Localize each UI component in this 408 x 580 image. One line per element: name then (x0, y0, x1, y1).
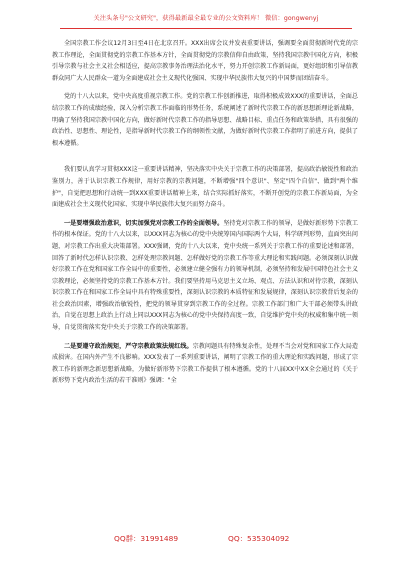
page-footer (0, 533, 408, 549)
paragraph-5 (52, 341, 358, 387)
paragraph-lead-heading: 二是要遵守政治规矩，严守宗教政策法规红线。 (64, 342, 193, 350)
paragraph-3 (52, 164, 358, 210)
header-promo-text: 关注头条号"公文研究"，获得最新最全最专业的公文资料库！ 微信：gongwenyj (93, 15, 319, 22)
paragraph-text: 全国宗教工作会议12月3日至4日在北京召开。XXX出席会议并发表重要讲话，强调要全面贯彻新时代党的宗教工作理论，全面贯彻党的宗教工作基本方针，全面贯彻党的宗教信仰自由政策，坚持我国宗教中国化方向，积极引导宗教与社会主义社会相适应，提高宗教事务治理法治化水平，努力开创宗教工作新局面，更好组织和引导信教群众同广大人民群众一道为全面建成社会主义现代化强国、实现中华民族伟大复兴的中国梦而团结奋斗。 (52, 40, 358, 82)
paragraph-text: 宗教问题具有特殊复杂性，处理不当会对党和国家工作大局造成损害。在国内外产生不良影响。XXX发表了一系列重要讲话，阐明了宗教工作的重大理论和实践问题，形成了宗教工作的新理念新思想新战略，为做好新形势下宗教工作提供了根本遵循。党的十八届XX中XX全会通过的《关于新形势下党内政治生活的若干准则》强调："全 (52, 342, 359, 385)
document-body (52, 38, 358, 394)
paragraph-text: 我们要认真学习贯彻XXX这一重要讲话精神，坚决落实中央关于宗教工作的决策部署，提高政治敏锐性和政治鉴别力，善于认识宗教工作规律，用好宗教的宗教问题，不断增强"四个意识"、坚定"四个自信"、做到"两个维护"，自觉把思想和行动统一到XXX重要讲话精神上来，结合实际抓好落实，不断开创党的宗教工作新局面，为全面建成社会主义现代化国家、实现中华民族伟大复兴而努力奋斗。 (52, 166, 358, 209)
paragraph-4 (52, 218, 358, 334)
footer-qq-contact: QQ：535304092 (228, 534, 290, 543)
footer-qq-group: QQ群：31991489 (114, 534, 179, 543)
paragraph-text: 坚持党对宗教工作的领导，是做好新形势下宗教工作的根本保证。党的十八大以来，以XXX同志为核心的党中央统筹国内国际两个大局，科学研判形势，直面突出问题，对宗教工作出重大决策部署。XXX强调，党的十八大以来，党中央统一系列关于宗教工作的重要论述和部署，回答了新时代怎样认识宗教、怎样处理宗教问题、怎样做好党的宗教工作等重大理论和实践问题。必须深刻认识做好宗教工作在党和国家工作全局中的重要性，必须建立健全强有力的领导机制，必须坚持和发展中国特色社会主义宗教理论，必须坚持党的宗教工作基本方针。我们要坚持用马克思主义立场、观点、方法认识和对待宗教，深刻认识宗教工作在和国家工作全局中具有特殊重要性，深刻认识宗教的本质特征和发展规律，深刻认识宗教背后复杂的社会政治因素，增强政治敏锐性，把党的领导贯穿到宗教工作的全过程。宗教工作部门和广大干部必须带头讲政治，自觉在思想上政治上行动上同以XXX同志为核心的党中央保持高度一致，自觉维护党中央的权威和集中统一领导，自觉贯彻落实党中央关于宗教工作的决策部署。 (52, 219, 359, 332)
paragraph-2 (52, 91, 358, 149)
paragraph-lead-heading: 一是要增强政治意识，切实加强党对宗教工作的全面领导。 (64, 219, 224, 227)
paragraph-text: 党的十八大以来，党中央高度重视宗教工作。党的宗教工作创新推进，取得积极成效XXX的重要讲话，全面总结宗教工作的成绩经验，深入分析宗教工作面临的形势任务，系统阐述了新时代宗教工作的新思想新理论新战略，明确了坚持我国宗教中国化方向，做好新时代宗教工作的指导思想、战略目标、重点任务和政策举措，具有很强的政治性、思想性、理论性，是指导新时代宗教工作的纲领性文献，为做好新时代宗教工作指明了前进方向，提供了根本遵循。 (52, 93, 358, 147)
page-header (60, 6, 352, 29)
paragraph-1 (52, 38, 358, 84)
